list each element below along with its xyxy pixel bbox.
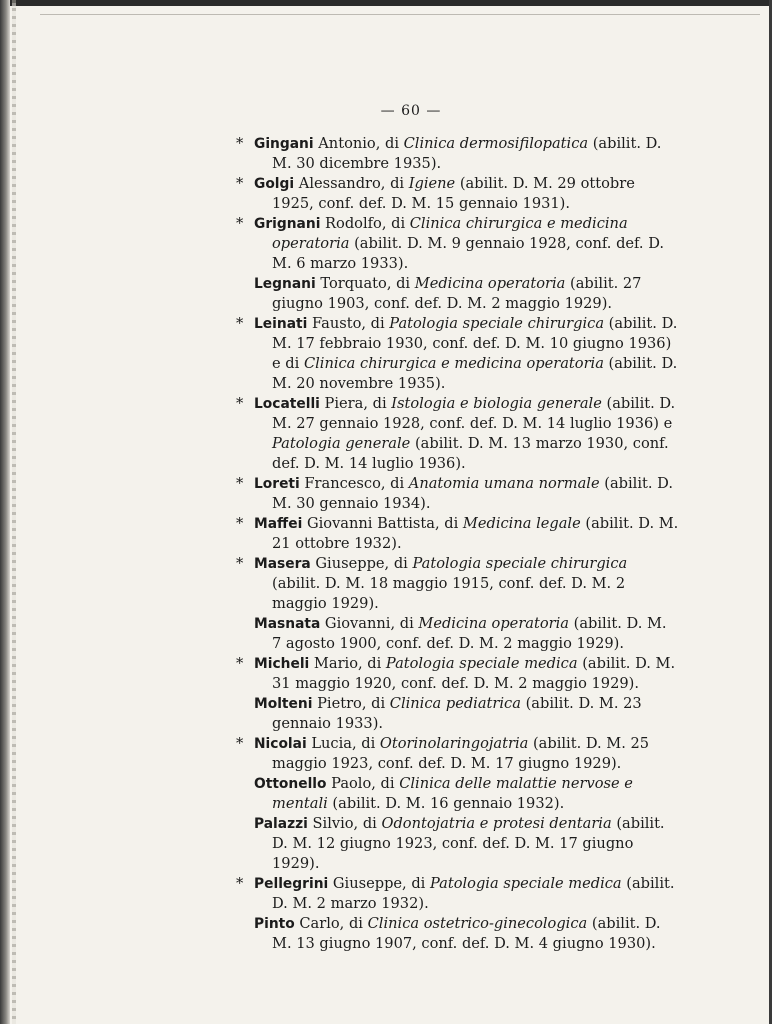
entry-subject: Clinica chirurgica e medicina operatoria <box>272 215 628 252</box>
entry-surname: Loreti <box>254 476 300 492</box>
entry-name: Giovanni Battista, di <box>302 515 463 532</box>
entry-details: (abilit. D. M. 23 gennaio 1933). <box>272 695 642 732</box>
scan-binding-edge <box>0 0 10 1024</box>
entry-item <box>236 314 680 394</box>
entry-item <box>236 874 680 914</box>
entry-name: Giuseppe, di <box>310 555 413 572</box>
entry-star: * <box>236 555 244 572</box>
scan-top-border <box>0 0 772 6</box>
entry-subject: Istologia e biologia generale <box>391 395 602 412</box>
entry-surname: Molteni <box>254 696 313 712</box>
entry-surname: Ottonello <box>254 776 327 792</box>
entry-star: * <box>236 735 244 752</box>
entry-subject: Clinica dermosifilopatica <box>403 135 589 152</box>
entry-details: (abilit. D. M. 16 gennaio 1932). <box>327 795 565 812</box>
entry-name: Paolo, di <box>326 775 400 792</box>
entry-details: (abilit. D. M. 9 gennaio 1928, conf. def. D. M. 6 marzo 1933). <box>272 235 665 272</box>
entry-name: Mario, di <box>309 655 386 672</box>
entry-subject: Clinica delle malattie nervose e mentali <box>272 775 633 812</box>
entry-name: Piera, di <box>319 395 392 412</box>
page-number: — 60 — <box>380 103 442 119</box>
entry-subject: Anatomia umana normale <box>408 475 600 492</box>
entry-details: (abilit. D. M. 17 febbraio 1930, conf. def. D. M. 10 giugno 1936) e di <box>272 315 678 372</box>
entry-details: (abilit. D. M. 30 gennaio 1934). <box>272 475 673 512</box>
entry-surname: Pinto <box>254 916 295 932</box>
entry-item <box>236 774 680 814</box>
entry-surname: Pellegrini <box>254 876 329 892</box>
entry-name: Giuseppe, di <box>328 875 430 892</box>
entry-star: * <box>236 875 244 892</box>
entry-details: (abilit. D. M. 7 agosto 1900, conf. def. D. M. 2 maggio 1929). <box>272 615 667 652</box>
entry-surname: Golgi <box>254 176 295 192</box>
entry-surname: Micheli <box>254 656 310 672</box>
entry-item <box>236 734 680 774</box>
scan-top-rule <box>40 14 760 15</box>
entry-name: Silvio, di <box>307 815 382 832</box>
entry-details: (abilit. D. M. 21 ottobre 1932). <box>272 515 679 552</box>
entry-surname: Masera <box>254 556 311 572</box>
entry-surname: Maffei <box>254 516 303 532</box>
entry-name: Francesco, di <box>299 475 409 492</box>
entry-item <box>236 174 680 214</box>
entry-details: (abilit. D. M. 29 ottobre 1925, conf. def. D. M. 15 gennaio 1931). <box>272 175 635 212</box>
entry-details: (abilit. D. M. 25 maggio 1923, conf. def. D. M. 17 giugno 1929). <box>272 735 650 772</box>
entry-subject: Patologia speciale medica <box>385 655 578 672</box>
entry-details: (abilit. D. M. 30 dicembre 1935). <box>272 135 662 172</box>
entry-item <box>236 214 680 274</box>
entry-name: Alessandro, di <box>294 175 409 192</box>
entry-star: * <box>236 135 244 152</box>
entry-star: * <box>236 315 244 332</box>
entry-subject: Odontojatria e protesi dentaria <box>381 815 612 832</box>
entry-name: Lucia, di <box>306 735 380 752</box>
entry-name: Pietro, di <box>312 695 390 712</box>
entry-item <box>236 654 680 694</box>
entry-details: (abilit. D. M. 18 maggio 1915, conf. def. D. M. 2 maggio 1929). <box>272 575 626 612</box>
entry-subject: Patologia speciale chirurgica <box>412 555 628 572</box>
entry-subject: Otorinolaringojatria <box>379 735 529 752</box>
entry-subject: Clinica pediatrica <box>389 695 521 712</box>
entry-item <box>236 474 680 514</box>
entry-surname: Nicolai <box>254 736 307 752</box>
entry-subject: Igiene <box>408 175 456 192</box>
entry-name: Fausto, di <box>307 315 390 332</box>
entry-surname: Palazzi <box>254 816 308 832</box>
scan-binding-shadow <box>12 0 16 1024</box>
entry-subject: Patologia speciale medica <box>430 875 622 892</box>
entry-star: * <box>236 475 244 492</box>
entry-item <box>236 694 680 734</box>
entry-item <box>236 274 680 314</box>
entry-details: (abilit. D. M. 27 gennaio 1928, conf. def. D. M. 14 luglio 1936) e <box>272 395 676 432</box>
entry-details: (abilit. D. M. 2 marzo 1932). <box>272 875 675 912</box>
entry-star: * <box>236 175 244 192</box>
entry-star: * <box>236 515 244 532</box>
entry-details: (abilit. 27 giugno 1903, conf. def. D. M. 2 maggio 1929). <box>272 275 642 312</box>
entry-details-2: (abilit. D. M. 20 novembre 1935). <box>272 355 678 392</box>
entry-item <box>236 514 680 554</box>
entry-subject-2: Clinica chirurgica e medicina operatoria <box>303 355 604 372</box>
entry-name: Carlo, di <box>294 915 368 932</box>
entry-subject: Medicina operatoria <box>418 615 569 632</box>
entry-item <box>236 394 680 474</box>
entry-subject: Clinica ostetrico-ginecologica <box>367 915 588 932</box>
entry-subject: Medicina legale <box>462 515 581 532</box>
entry-surname: Locatelli <box>254 396 320 412</box>
entry-name: Rodolfo, di <box>320 215 410 232</box>
entry-details: (abilit. D. M. 31 maggio 1920, conf. def. D. M. 2 maggio 1929). <box>272 655 676 692</box>
entry-star: * <box>236 655 244 672</box>
entry-subject-2: Patologia generale <box>272 435 411 452</box>
entry-surname: Grignani <box>254 216 321 232</box>
entry-subject: Medicina operatoria <box>414 275 566 292</box>
entry-item <box>236 814 680 874</box>
entry-name: Antonio, di <box>313 135 404 152</box>
entry-surname: Gingani <box>254 136 314 152</box>
entry-item <box>236 614 680 654</box>
entry-details-2: (abilit. D. M. 13 marzo 1930, conf. def. D. M. 14 luglio 1936). <box>272 435 669 472</box>
entry-item <box>236 914 680 954</box>
entry-details: (abilit. D. M. 12 giugno 1923, conf. def. D. M. 17 giugno 1929). <box>272 815 665 872</box>
entry-surname: Masnata <box>254 616 321 632</box>
entry-item <box>236 134 680 174</box>
entry-star: * <box>236 395 244 412</box>
entry-list <box>236 134 680 954</box>
entry-name: Giovanni, di <box>320 615 419 632</box>
entry-subject: Patologia speciale chirurgica <box>389 315 605 332</box>
entry-item <box>236 554 680 614</box>
entry-surname: Legnani <box>254 276 316 292</box>
entry-star: * <box>236 215 244 232</box>
entry-details: (abilit. D. M. 13 giugno 1907, conf. def. D. M. 4 giugno 1930). <box>272 915 661 952</box>
entry-surname: Leinati <box>254 316 308 332</box>
entry-name: Torquato, di <box>315 275 415 292</box>
